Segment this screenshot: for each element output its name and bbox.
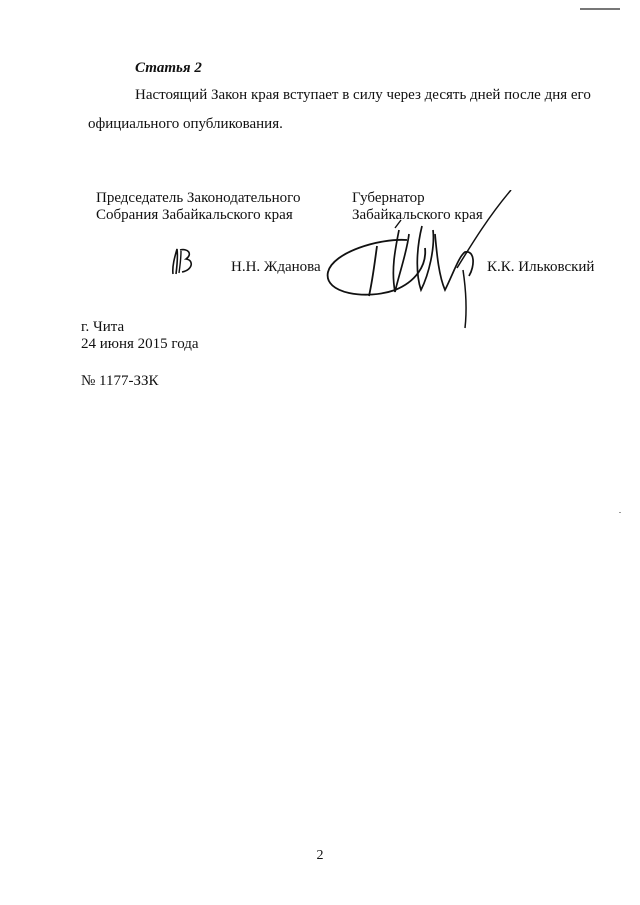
governor-name: К.К. Ильковский xyxy=(487,259,595,275)
article-paragraph-line-1: Настоящий Закон края вступает в силу через десять дней после дня его xyxy=(135,87,591,103)
article-heading: Статья 2 xyxy=(135,60,202,76)
governor-title-line-1: Губернатор xyxy=(352,190,425,206)
chairman-title-line-1: Председатель Законодательного xyxy=(96,190,301,206)
scan-edge-mark xyxy=(580,8,620,10)
law-number: № 1177-ЗЗК xyxy=(81,373,159,389)
signing-city: г. Чита xyxy=(81,319,125,335)
chairman-title-line-2: Собрания Забайкальского края xyxy=(96,207,293,223)
article-paragraph-line-2: официального опубликования. xyxy=(88,116,283,132)
page-number: 2 xyxy=(316,848,324,863)
chairman-name: Н.Н. Жданова xyxy=(231,259,321,275)
chairman-initials-signature xyxy=(168,246,198,278)
scan-speck xyxy=(619,512,621,513)
governor-title-line-2: Забайкальского края xyxy=(352,207,483,223)
signing-date: 24 июня 2015 года xyxy=(81,336,199,352)
